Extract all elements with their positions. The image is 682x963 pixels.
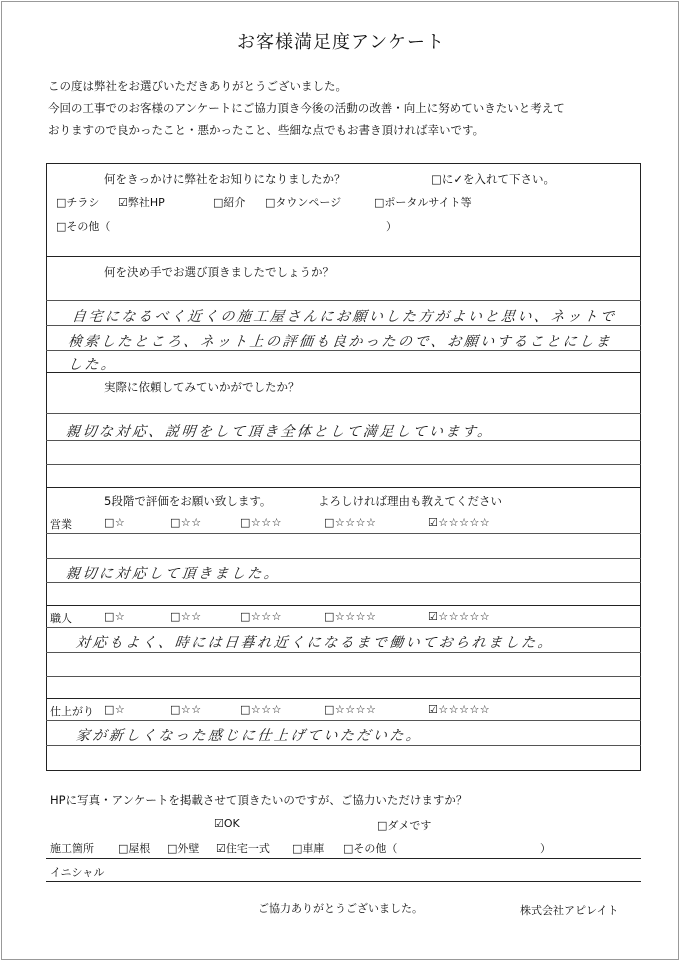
rating-finish-label: 仕上がり <box>50 705 94 718</box>
q4-reason-prompt: よろしければ理由も教えてください <box>318 494 502 508</box>
rating-craftsman-2star[interactable]: □☆☆ <box>170 610 202 623</box>
location-whole-house[interactable]: ☑住宅一式 <box>216 842 270 855</box>
rating-finish-5star[interactable]: ☑☆☆☆☆☆ <box>428 703 491 716</box>
q4-question: 5段階で評価をお願い致します。 <box>104 494 272 508</box>
rating-sales-comment: 親切に対応して頂きました。 <box>65 566 282 582</box>
rating-sales-3star[interactable]: □☆☆☆ <box>240 516 282 529</box>
thanks-text: ご協力ありがとうございました。 <box>258 902 423 915</box>
location-garage[interactable]: □車庫 <box>292 842 325 855</box>
page-title: お客様満足度アンケート <box>237 32 445 53</box>
q3-answer: 親切な対応、説明をして頂き全体として満足しています。 <box>65 424 495 440</box>
location-wall[interactable]: □外壁 <box>167 842 200 855</box>
location-label: 施工箇所 <box>50 842 94 855</box>
location-other-close: ） <box>540 842 551 855</box>
q1-option-referral[interactable]: □紹介 <box>213 196 246 209</box>
intro-line-1: この度は弊社をお選びいただきありがとうございました。 <box>48 79 347 93</box>
rating-finish-comment: 家が新しくなった感じに仕上げていただいた。 <box>75 728 424 744</box>
q2-question: 何を決め手でお選び頂きましたでしょうか？ <box>104 265 334 279</box>
permission-question: HPに写真・アンケートを掲載させて頂きたいのですが、ご協力いただけますか？ <box>50 793 468 807</box>
location-roof[interactable]: □屋根 <box>118 842 151 855</box>
intro-line-2: 今回の工事でのお客様のアンケートにご協力頂き今後の活動の改善・向上に努めていきたいと考えて <box>48 101 565 115</box>
q1-question: 何をきっかけに弊社をお知りになりましたか？ <box>104 172 346 186</box>
rating-sales-5star[interactable]: ☑☆☆☆☆☆ <box>428 516 491 529</box>
rating-craftsman-5star[interactable]: ☑☆☆☆☆☆ <box>428 610 491 623</box>
rating-finish-3star[interactable]: □☆☆☆ <box>240 703 282 716</box>
rating-sales-1star[interactable]: □☆ <box>104 516 126 529</box>
q1-option-portal[interactable]: □ポータルサイト等 <box>374 196 472 209</box>
page-border <box>1 1 679 960</box>
q1-option-other[interactable]: □その他（ <box>56 220 111 233</box>
q1-other-close: ） <box>386 220 397 233</box>
company-name: 株式会社アピレイト <box>520 904 619 917</box>
rating-sales-2star[interactable]: □☆☆ <box>170 516 202 529</box>
location-other[interactable]: □その他（ <box>343 842 398 855</box>
q3-question: 実際に依頼してみていかがでしたか？ <box>104 380 300 394</box>
q1-option-flyer[interactable]: □チラシ <box>56 196 100 209</box>
permission-ng[interactable]: □ダメです <box>377 819 432 832</box>
rating-craftsman-label: 職人 <box>50 612 72 625</box>
rating-craftsman-4star[interactable]: □☆☆☆☆ <box>324 610 377 623</box>
rating-sales-label: 営業 <box>50 518 72 531</box>
rating-craftsman-comment: 対応もよく、時には日暮れ近くになるまで働いておられました。 <box>75 635 555 651</box>
rating-craftsman-3star[interactable]: □☆☆☆ <box>240 610 282 623</box>
intro-line-3: おりますので良かったこと・悪かったこと、些細な点でもお書き頂ければ幸いです。 <box>48 123 485 137</box>
q2-answer-line-3: した。 <box>67 357 119 373</box>
rating-finish-2star[interactable]: □☆☆ <box>170 703 202 716</box>
q1-option-website[interactable]: ☑弊社HP <box>118 196 165 209</box>
q2-answer-line-2: 検索したところ、ネット上の評価も良かったので、お願いすることにしま <box>67 334 613 350</box>
rating-finish-1star[interactable]: □☆ <box>104 703 126 716</box>
q2-answer-line-1: 自宅になるべく近くの施工屋さんにお願いした方がよいと思い、ネットで <box>71 309 618 325</box>
initial-label: イニシャル <box>50 866 105 879</box>
rating-sales-4star[interactable]: □☆☆☆☆ <box>324 516 377 529</box>
q1-instruction: □に✓を入れて下さい。 <box>431 172 556 186</box>
rating-craftsman-1star[interactable]: □☆ <box>104 610 126 623</box>
permission-ok[interactable]: ☑OK <box>214 817 240 830</box>
rating-finish-4star[interactable]: □☆☆☆☆ <box>324 703 377 716</box>
q1-option-townpage[interactable]: □タウンページ <box>265 196 342 209</box>
